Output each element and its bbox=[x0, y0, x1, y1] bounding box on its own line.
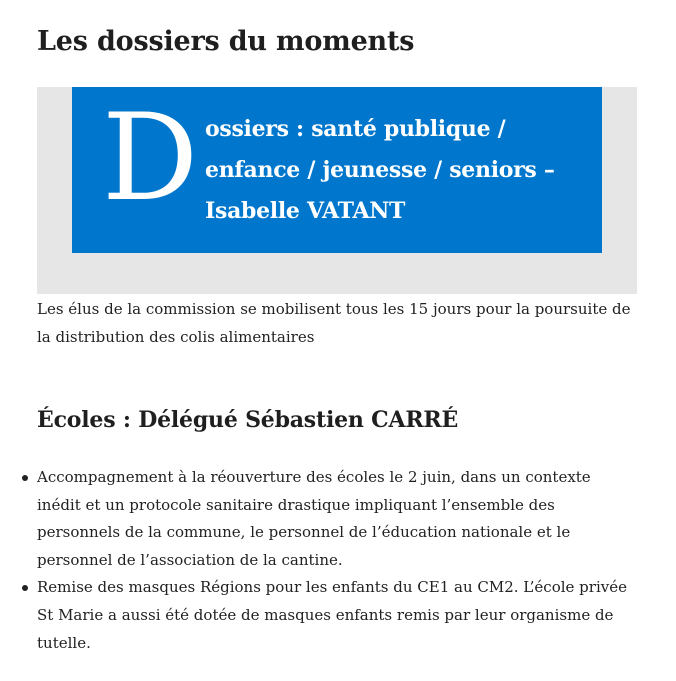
list-item bbox=[37, 464, 637, 574]
list-item-text: Remise des masques Régions pour les enfants du CE1 au CM2. L’école privée St Marie a aussi été dotée de masques enfants remis par leur organisme de tutelle. bbox=[37, 578, 627, 652]
bullet-icon bbox=[22, 475, 28, 481]
bullet-icon bbox=[22, 585, 28, 591]
dossier-card bbox=[72, 87, 602, 253]
dropcap-letter: D bbox=[102, 89, 199, 228]
list-item bbox=[37, 574, 637, 657]
page-title: Les dossiers du moments bbox=[37, 26, 415, 57]
list-item-text: Accompagnement à la réouverture des écoles le 2 juin, dans un contexte inédit et un protocole sanitaire drastique impliquant l’ensemble des personnels de la commune, le personnel de l’éducation nationale et le personnel de l’association de la cantine. bbox=[37, 468, 591, 569]
intro-paragraph: Les élus de la commission se mobilisent tous les 15 jours pour la poursuite de la distribution des colis alimentaires bbox=[37, 300, 631, 346]
bullet-list bbox=[37, 464, 637, 657]
section-title-ecoles: Écoles : Délégué Sébastien CARRÉ bbox=[37, 407, 459, 433]
dossier-card-title: ossiers : santé publique / enfance / jeunesse / seniors – Isabelle VATANT bbox=[205, 116, 555, 224]
